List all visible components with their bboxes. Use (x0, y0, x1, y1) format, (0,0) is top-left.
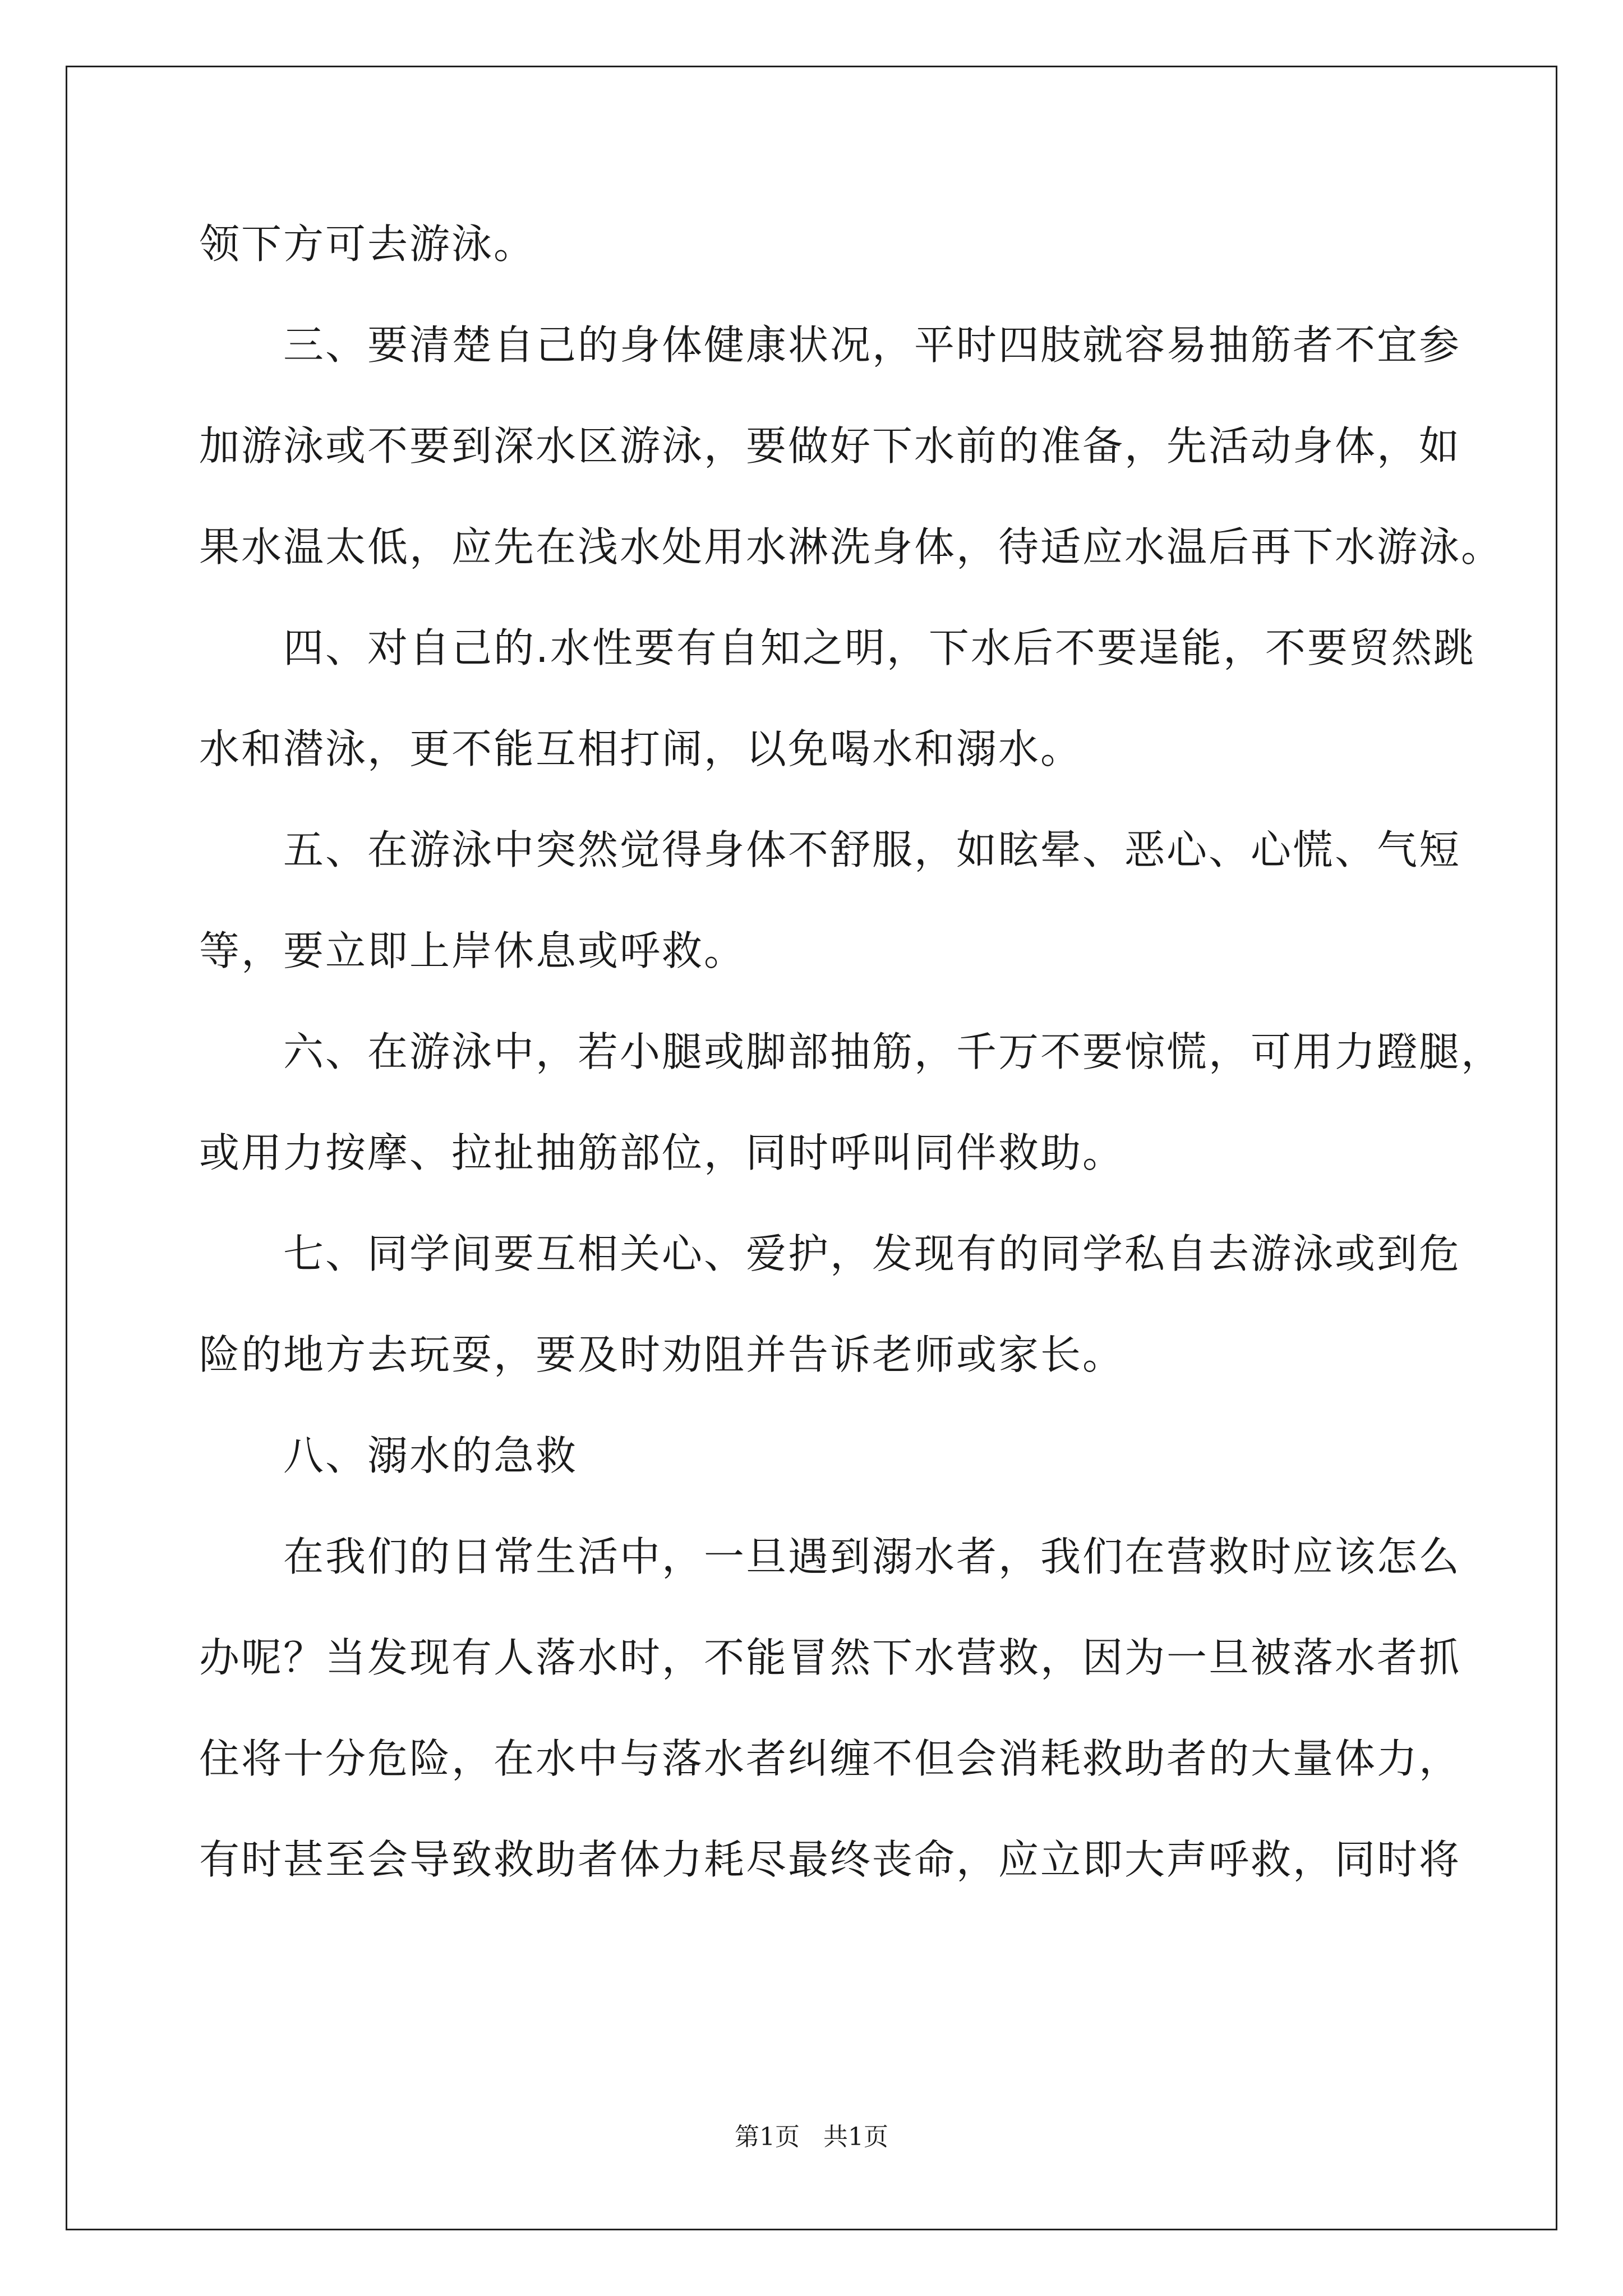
text-line: 险的地方去玩耍，要及时劝阻并告诉老师或家长。 (199, 1331, 1125, 1378)
text-line: 果水温太低，应先在浅水处用水淋洗身体，待适应水温后再下水游泳。 (199, 523, 1504, 570)
text-line: 加游泳或不要到深水区游泳，要做好下水前的准备，先活动身体，如 (199, 422, 1461, 470)
text-line: 住将十分危险，在水中与落水者纠缠不但会消耗救助者的大量体力， (199, 1735, 1461, 1782)
text-line: 等，要立即上岸休息或呼救。 (199, 927, 746, 974)
text-line: 水和潜泳，更不能互相打闹，以免喝水和溺水。 (199, 725, 1083, 772)
text-line: 在我们的日常生活中，一旦遇到溺水者，我们在营救时应该怎么 (283, 1533, 1461, 1580)
text-line: 有时甚至会导致救助者体力耗尽最终丧命，应立即大声呼救，同时将 (199, 1836, 1461, 1883)
text-line: 七、同学间要互相关心、爱护，发现有的同学私自去游泳或到危 (283, 1230, 1461, 1277)
text-line: 或用力按摩、拉扯抽筋部位，同时呼叫同伴救助。 (199, 1129, 1125, 1176)
text-line: 五、在游泳中突然觉得身体不舒服，如眩晕、恶心、心慌、气短 (283, 826, 1461, 873)
text-line: 四、对自己的.水性要有自知之明，下水后不要逞能，不要贸然跳 (283, 624, 1476, 671)
document-body (199, 194, 1504, 1910)
page-footer: 第1页 共1页 (735, 2123, 888, 2151)
text-line: 办呢？当发现有人落水时，不能冒然下水营救，因为一旦被落水者抓 (199, 1634, 1461, 1681)
text-line: 八、溺水的急救 (283, 1432, 578, 1479)
text-line: 三、要清楚自己的身体健康状况，平时四肢就容易抽筋者不宜参 (283, 321, 1461, 369)
text-line: 领下方可去游泳。 (199, 220, 536, 268)
text-line: 六、在游泳中，若小腿或脚部抽筋，千万不要惊慌，可用力蹬腿， (283, 1028, 1504, 1075)
